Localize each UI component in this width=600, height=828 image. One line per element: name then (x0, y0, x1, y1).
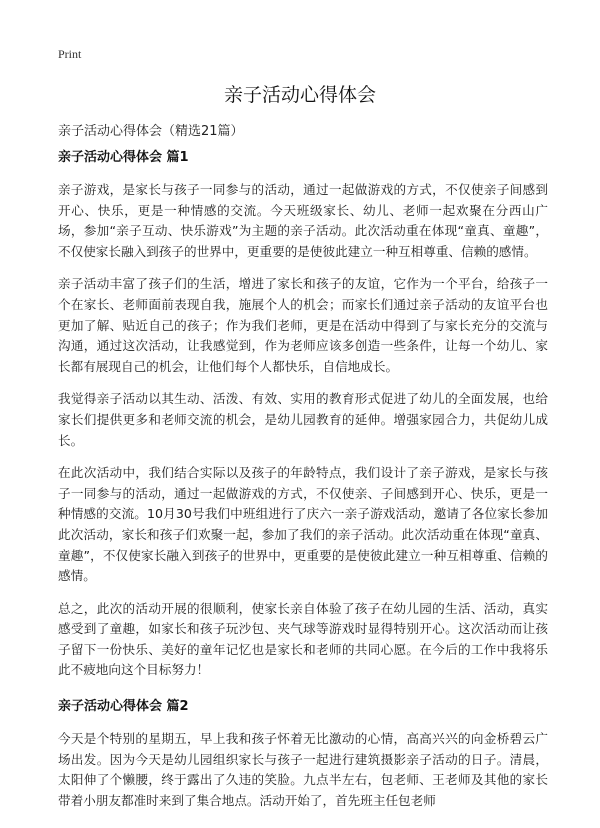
paragraph: 在此次活动中，我们结合实际以及孩子的年龄特点，我们设计了亲子游戏，是家长与孩子一同参与的活动，通过一起做游戏的方式，不仅使亲、子间感到开心、快乐，更是一种情感的交流。10月30号我们中班组进行了庆六一亲子游戏活动，邀请了各位家长参加此次活动，家长和孩子们欢聚一起，参加了我们的亲子活动。此次活动重在体现“童真、童趣”，不仅使家长融入到孩子的世界中，更重要的是使彼此建立一种互相尊重、信赖的感情。 (58, 465, 548, 584)
paragraph: 亲子游戏，是家长与孩子一同参与的活动，通过一起做游戏的方式，不仅使亲子间感到开心、快乐，更是一种情感的交流。今天班级家长、幼儿、老师一起欢聚在分西山广场，参加“亲子互动、快乐游戏”为主题的亲子活动。此次活动重在体现“童真、童趣”，不仅使家长融入到孩子的世界中，更重要的是使彼此建立一种互相尊重、信赖的感情。 (58, 182, 548, 259)
article-body (58, 148, 548, 823)
paragraph: 我觉得亲子活动以其生动、活泼、有效、实用的教育形式促进了幼儿的全面发展，也给家长们提供更多和老师交流的机会，是幼儿园教育的延伸。增强家园合力，共促幼儿成长。 (58, 391, 548, 448)
section-2 (58, 697, 548, 811)
section-heading: 亲子活动心得体会 篇1 (58, 150, 189, 165)
page-title: 亲子活动心得体会 (223, 84, 376, 106)
paragraph: 总之，此次的活动开展的很顺利，使家长亲自体验了孩子在幼儿园的生活、活动，真实感受到了童趣，如家长和孩子玩沙包、夹气球等游戏时显得特别开心。这次活动而让孩子留下一份快乐、美好的童年记忆也是家长和老师的共同心愿。在今后的工作中我将乐此不疲地向这个目标努力！ (58, 600, 548, 678)
print-link[interactable]: Print (58, 47, 82, 61)
section-1 (58, 148, 548, 681)
section-heading: 亲子活动心得体会 篇2 (58, 699, 189, 715)
article-subtitle: 亲子活动心得体会（精选21篇） (58, 124, 244, 139)
paragraph: 今天是个特别的星期五，早上我和孩子怀着无比激动的心情，高高兴兴的向金桥碧云广场出发。因为今天是幼儿园组织家长与孩子一起进行建筑摄影亲子活动的日子。清晨，太阳伸了个懒腰，终于露出了久违的笑脸。九点半左右，包老师、王老师及其他的家长带着小朋友都准时来到了集合地点。活动开始了，首先班主任包老师 (58, 731, 548, 808)
paragraph: 亲子活动丰富了孩子们的生活，增进了家长和孩子的友谊，它作为一个平台，给孩子一个在家长、老师面前表现自我，施展个人的机会；而家长们通过亲子活动的友谊平台也更加了解、贴近自己的孩子；作为我们老师，更是在活动中得到了与家长充分的交流与沟通，通过这次活动，让我感觉到，作为老师应该多创造一些条件，让每一个幼儿、家长都有展现自己的机会，让他们每个人都快乐，自信地成长。 (58, 276, 548, 374)
